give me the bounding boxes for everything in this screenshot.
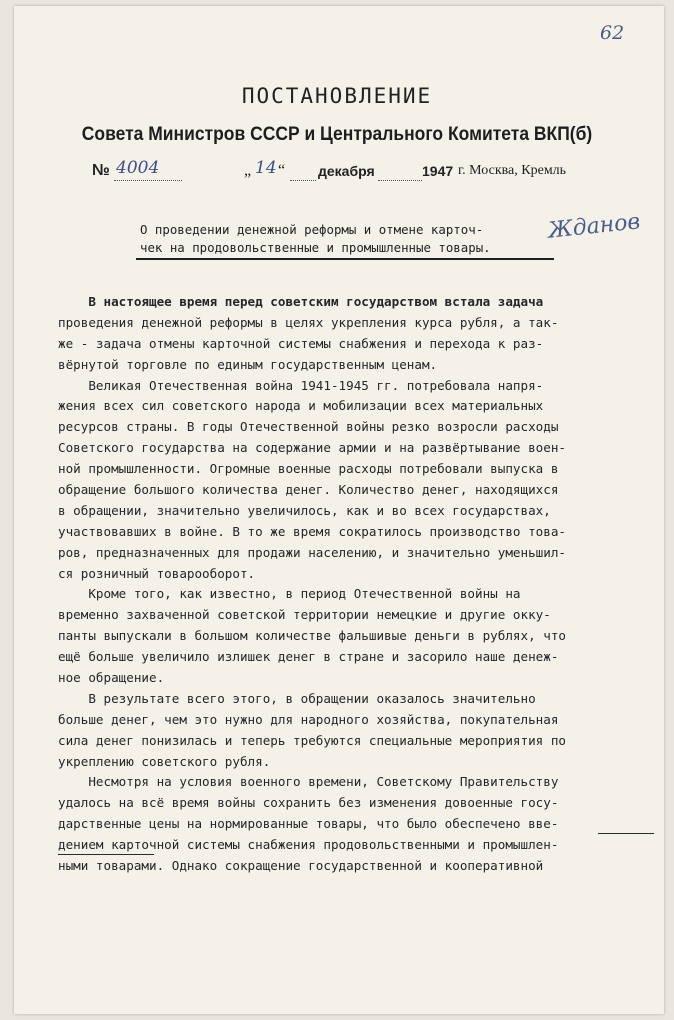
body-line: вёрнутой торговле по единым государственным ценам. <box>58 356 438 372</box>
body-line: проведения денежной реформы в целях укрепления курса рубля, а так- <box>58 314 559 330</box>
handwritten-signature: Жданов <box>546 209 642 244</box>
quote-close: “ <box>278 162 286 179</box>
body-line: ное обращение. <box>58 670 165 686</box>
page-number: 62 <box>600 22 625 44</box>
body-line: Кроме того, как известно, в период Отечественной войны на <box>58 586 521 602</box>
body-line: сила денег понизилась и теперь требуются специальные мероприятия по <box>58 732 566 748</box>
number-dotted-line <box>114 180 182 181</box>
body-line: панты выпускали в большом количестве фальшивые деньги в рублях, что <box>58 628 566 644</box>
body-line: ещё больше увеличило излишек денег в стране и засорило наше денеж- <box>58 649 559 665</box>
body-line: ресурсов страны. В годы Отечественной войны резко возросли расходы <box>58 419 559 435</box>
body-line: обращение большого количества денег. Количество денег, находящихся <box>58 482 559 498</box>
document-body <box>58 292 658 877</box>
document-subject <box>140 221 570 257</box>
body-line: укреплению советского рубля. <box>58 753 271 769</box>
body-line: ся розничный товарооборот. <box>58 565 256 581</box>
document-number: 4004 <box>116 158 160 178</box>
subject-line-2: чек на продовольственные и промышленные товары. <box>140 240 491 255</box>
document-year: 1947 <box>422 163 454 179</box>
body-line: жения всех сил советского народа и мобилизации всех материальных <box>58 398 544 414</box>
body-line: участвовавших в войне. В то же время сократилось производство това- <box>58 523 566 539</box>
document-title: ПОСТАНОВЛЕНИЕ <box>241 84 433 108</box>
body-line: временно захваченной советской территории немецкие и другие окку- <box>58 607 551 623</box>
number-label: № <box>92 162 110 179</box>
body-line: Несмотря на условия военного времени, Советскому Правительству <box>58 774 559 790</box>
body-line: же - задача отмены карточной системы снабжения и перехода к раз- <box>58 335 544 351</box>
body-line: в обращении, значительно увеличилось, как и во всех государствах, <box>58 502 551 518</box>
body-line: ной промышленности. Огромные военные расходы потребовали выпуска в <box>58 461 559 477</box>
body-line: В настоящее время перед советским государством встала задача <box>58 294 544 309</box>
day-dotted-line <box>290 180 316 181</box>
body-line: удалось на всё время войны сохранить без изменения довоенные госу- <box>58 795 559 811</box>
body-line: ными товарами. Однако сокращение государственной и кооперативной <box>58 858 544 874</box>
body-line: ров, предназначенных для продажи населению, и значительно уменьшил- <box>58 544 566 560</box>
body-line: больше денег, чем это нужно для народного хозяйства, покупательная <box>58 711 559 727</box>
subject-underline <box>136 258 554 260</box>
month-dotted-line <box>378 180 422 181</box>
document-place: г. Москва, Кремль <box>458 163 567 178</box>
body-line: Великая Отечественная война 1941-1945 гг. потребовала напря- <box>58 377 544 393</box>
document-issuer: Совета Министров СССР и Центрального Комитета ВКП(б) <box>81 124 593 145</box>
document-month: декабря <box>318 163 375 179</box>
document-meta-line <box>92 160 612 184</box>
body-line: Советского государства на содержание армии и на развёртывание воен- <box>58 440 566 456</box>
body-line: дением карточной системы снабжения продовольственными и промышлен- <box>58 837 559 853</box>
body-line: В результате всего этого, в обращении оказалось значительно <box>58 690 536 706</box>
pencil-underline <box>598 833 654 834</box>
quote-open: „ <box>244 162 252 179</box>
document-day: 14 <box>255 158 277 178</box>
subject-line-1: О проведении денежной реформы и отмене карточ- <box>140 222 484 237</box>
body-line: дарственные цены на нормированные товары, что было обеспечено вве- <box>58 816 559 832</box>
pencil-underline <box>58 854 154 855</box>
